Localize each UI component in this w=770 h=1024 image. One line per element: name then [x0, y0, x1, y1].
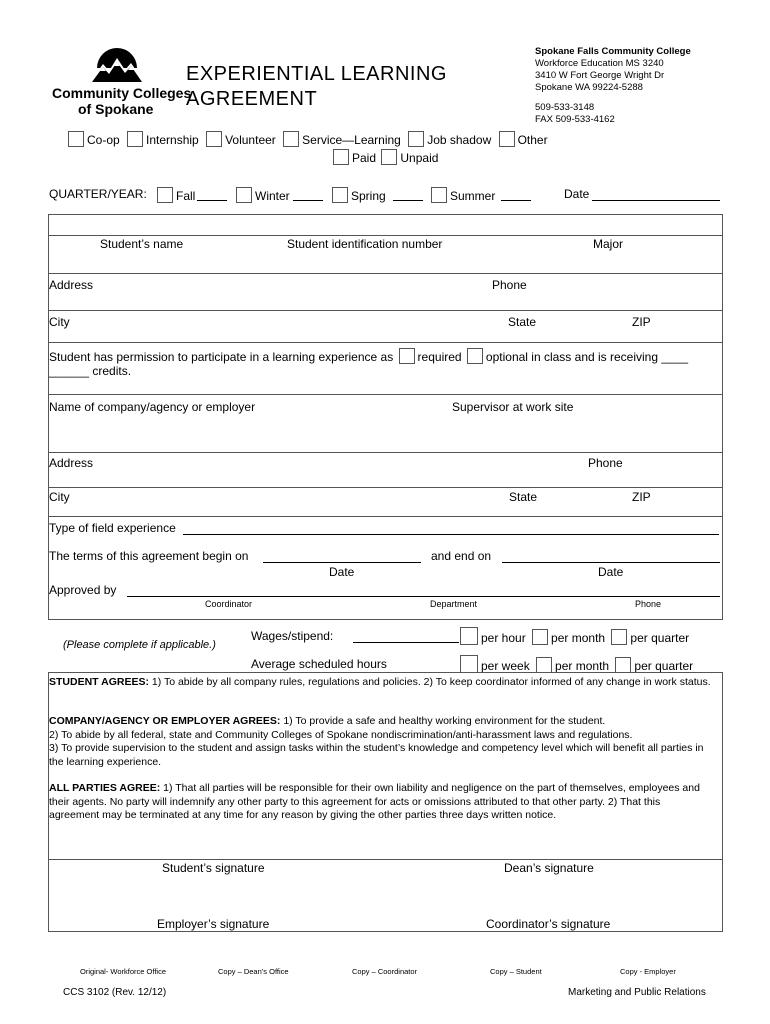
copy-coordinator: Copy – Coordinator	[352, 967, 418, 976]
copy-dean: Copy – Dean’s Office	[218, 967, 289, 976]
student-signature-label: Student’s signature	[162, 861, 265, 875]
divider	[48, 235, 722, 236]
checkbox-job-shadow[interactable]	[408, 131, 424, 147]
college-phone: 509-533-3148	[535, 102, 595, 113]
company-agrees-text3: 3) To provide supervision to the student and assign tasks within the student’s knowledge and competency level which will benefit all parties in the learning experience.	[49, 742, 704, 768]
approved-by-field[interactable]	[127, 596, 720, 597]
all-parties-heading: ALL PARTIES AGREE:	[49, 782, 161, 794]
college-address-line1: Workforce Education MS 3240	[535, 58, 664, 69]
label-summer: Summer	[450, 189, 496, 203]
hours-period-row	[460, 655, 693, 673]
checkbox-required[interactable]	[399, 348, 415, 364]
employer-phone-label: Phone	[588, 456, 623, 470]
all-parties-agree	[49, 782, 711, 823]
hours-label: Average scheduled hours	[251, 657, 387, 671]
all-parties-text: 1) That all parties will be responsible for their own liability and negligence on the part of themselves, employees and their agents. No party will indemnify any other party to this agreement for acts or omissions attributed to that other party. 2) That this agreement may be terminated at any time for any reason by giving the other parties three days written notice.	[49, 782, 700, 821]
quarter-summer	[431, 187, 495, 203]
company-agrees-text2: 2) To abide by all federal, state and Community Colleges of Spokane nondiscrimination/anti-harassment laws and regulations.	[49, 728, 633, 741]
student-city-label: City	[49, 315, 70, 329]
company-agrees	[49, 715, 711, 769]
logo-line2: of Spokane	[78, 101, 154, 117]
college-address-line3: Spokane WA 99224-5288	[535, 82, 643, 93]
employer-state-label: State	[509, 490, 538, 504]
checkbox-paid[interactable]	[333, 149, 349, 165]
label-other: Other	[517, 133, 548, 147]
checkbox-hours-per-month[interactable]	[536, 657, 552, 673]
student-agrees	[49, 676, 711, 690]
student-id-label: Student identification number	[287, 237, 443, 251]
student-state-label: State	[508, 315, 537, 329]
checkbox-service-learning[interactable]	[283, 131, 299, 147]
checkbox-other[interactable]	[499, 131, 515, 147]
employer-signature-label: Employer’s signature	[157, 917, 270, 931]
date-label: Date	[564, 187, 590, 201]
label-per-month: per month	[551, 631, 606, 645]
pay-type-row	[333, 149, 438, 165]
approved-by-label: Approved by	[49, 583, 117, 597]
employer-city-label: City	[49, 490, 70, 504]
copy-original: Original- Workforce Office	[80, 967, 166, 976]
checkbox-volunteer[interactable]	[206, 131, 222, 147]
label-per-week: per week	[481, 659, 530, 673]
label-job-shadow: Job shadow	[427, 133, 492, 147]
dean-signature-label: Dean’s signature	[504, 861, 594, 875]
logo-line1: Community Colleges	[52, 85, 192, 101]
form-title-line2: AGREEMENT	[186, 88, 318, 110]
divider	[48, 859, 722, 860]
label-service-learning: Service—Learning	[302, 133, 401, 147]
student-agrees-heading: STUDENT AGREES:	[49, 676, 149, 688]
winter-year-field[interactable]	[293, 200, 323, 201]
label-internship: Internship	[146, 133, 199, 147]
college-address-line2: 3410 W Fort George Wright Dr	[535, 70, 665, 81]
experience-type-row	[68, 131, 548, 147]
spring-year-field[interactable]	[393, 200, 423, 201]
end-date-caption: Date	[598, 565, 624, 579]
form-title-line1: EXPERIENTIAL LEARNING	[186, 63, 447, 85]
permission-text: Student has permission to participate in a learning experience as	[49, 350, 394, 364]
label-hours-per-month: per month	[555, 659, 610, 673]
label-paid: Paid	[352, 151, 377, 165]
wages-note: (Please complete if applicable.)	[63, 639, 216, 651]
student-name-label: Student’s name	[100, 237, 184, 251]
student-agrees-text: 1) To abide by all company rules, regulations and policies. 2) To keep coordinator informed of any change in work status.	[151, 676, 711, 688]
agreement-end-label: and end on	[431, 549, 492, 563]
label-spring: Spring	[351, 189, 386, 203]
label-required: required	[417, 350, 462, 364]
college-address	[535, 46, 691, 126]
checkbox-internship[interactable]	[127, 131, 143, 147]
checkbox-spring[interactable]	[332, 187, 348, 203]
divider	[48, 342, 722, 343]
wage-period-row	[460, 627, 689, 645]
fall-year-field[interactable]	[197, 200, 227, 201]
student-zip-label: ZIP	[632, 315, 651, 329]
copy-student: Copy – Student	[490, 967, 542, 976]
major-label: Major	[593, 237, 624, 251]
begin-date-caption: Date	[329, 565, 355, 579]
label-coop: Co-op	[87, 133, 120, 147]
employer-zip-label: ZIP	[632, 490, 651, 504]
permission-row	[49, 348, 688, 364]
date-field[interactable]	[592, 200, 720, 201]
approver-phone-caption: Phone	[635, 599, 662, 609]
company-agrees-heading: COMPANY/AGENCY OR EMPLOYER AGREES:	[49, 715, 281, 727]
student-address-label: Address	[49, 278, 94, 292]
label-per-hour: per hour	[481, 631, 526, 645]
begin-date-field[interactable]	[263, 562, 421, 563]
quarter-year-label: QUARTER/YEAR:	[49, 187, 147, 201]
credits-text: ______ credits.	[49, 364, 132, 378]
department-caption: Department	[430, 599, 478, 609]
college-name: Spokane Falls Community College	[535, 46, 691, 57]
employer-name-label: Name of company/agency or employer	[49, 400, 256, 414]
field-experience-label: Type of field experience	[49, 521, 176, 535]
divider	[48, 516, 722, 517]
checkbox-per-quarter[interactable]	[611, 629, 627, 645]
checkbox-per-month[interactable]	[532, 629, 548, 645]
divider	[48, 487, 722, 488]
college-fax: FAX 509-533-4162	[535, 114, 615, 125]
divider	[48, 452, 722, 453]
summer-year-field[interactable]	[501, 200, 531, 201]
checkbox-optional[interactable]	[467, 348, 483, 364]
label-fall: Fall	[176, 189, 196, 203]
checkbox-hours-per-quarter[interactable]	[615, 657, 631, 673]
company-agrees-text1: 1) To provide a safe and healthy working environment for the student.	[283, 715, 606, 727]
label-optional: optional in class and is receiving ____	[485, 350, 689, 364]
label-winter: Winter	[255, 189, 290, 203]
supervisor-label: Supervisor at work site	[452, 400, 574, 414]
checkbox-per-hour[interactable]	[460, 627, 478, 645]
form-id: CCS 3102 (Rev. 12/12)	[63, 987, 167, 998]
footer-department: Marketing and Public Relations	[568, 987, 706, 998]
copy-employer: Copy - Employer	[620, 967, 676, 976]
checkbox-fall[interactable]	[157, 187, 173, 203]
end-date-field[interactable]	[502, 562, 720, 563]
checkbox-unpaid[interactable]	[381, 149, 397, 165]
checkbox-winter[interactable]	[236, 187, 252, 203]
checkbox-coop[interactable]	[68, 131, 84, 147]
divider	[48, 273, 722, 274]
checkbox-summer[interactable]	[431, 187, 447, 203]
employer-address-label: Address	[49, 456, 94, 470]
quarter-fall	[157, 187, 195, 203]
coordinator-signature-label: Coordinator’s signature	[486, 917, 611, 931]
mountain-logo-icon	[88, 44, 146, 84]
quarter-spring	[332, 187, 386, 203]
label-per-quarter: per quarter	[630, 631, 690, 645]
divider	[48, 310, 722, 311]
coordinator-caption: Coordinator	[205, 599, 253, 609]
divider	[48, 394, 722, 395]
checkbox-per-week[interactable]	[460, 655, 478, 673]
quarter-winter	[236, 187, 290, 203]
label-volunteer: Volunteer	[225, 133, 276, 147]
label-hours-per-quarter: per quarter	[634, 659, 694, 673]
wages-field[interactable]	[353, 642, 459, 643]
label-unpaid: Unpaid	[400, 151, 439, 165]
agreement-begin-label: The terms of this agreement begin on	[49, 549, 249, 563]
field-experience-field[interactable]	[183, 534, 719, 535]
wages-label: Wages/stipend:	[251, 629, 334, 643]
student-phone-label: Phone	[492, 278, 527, 292]
